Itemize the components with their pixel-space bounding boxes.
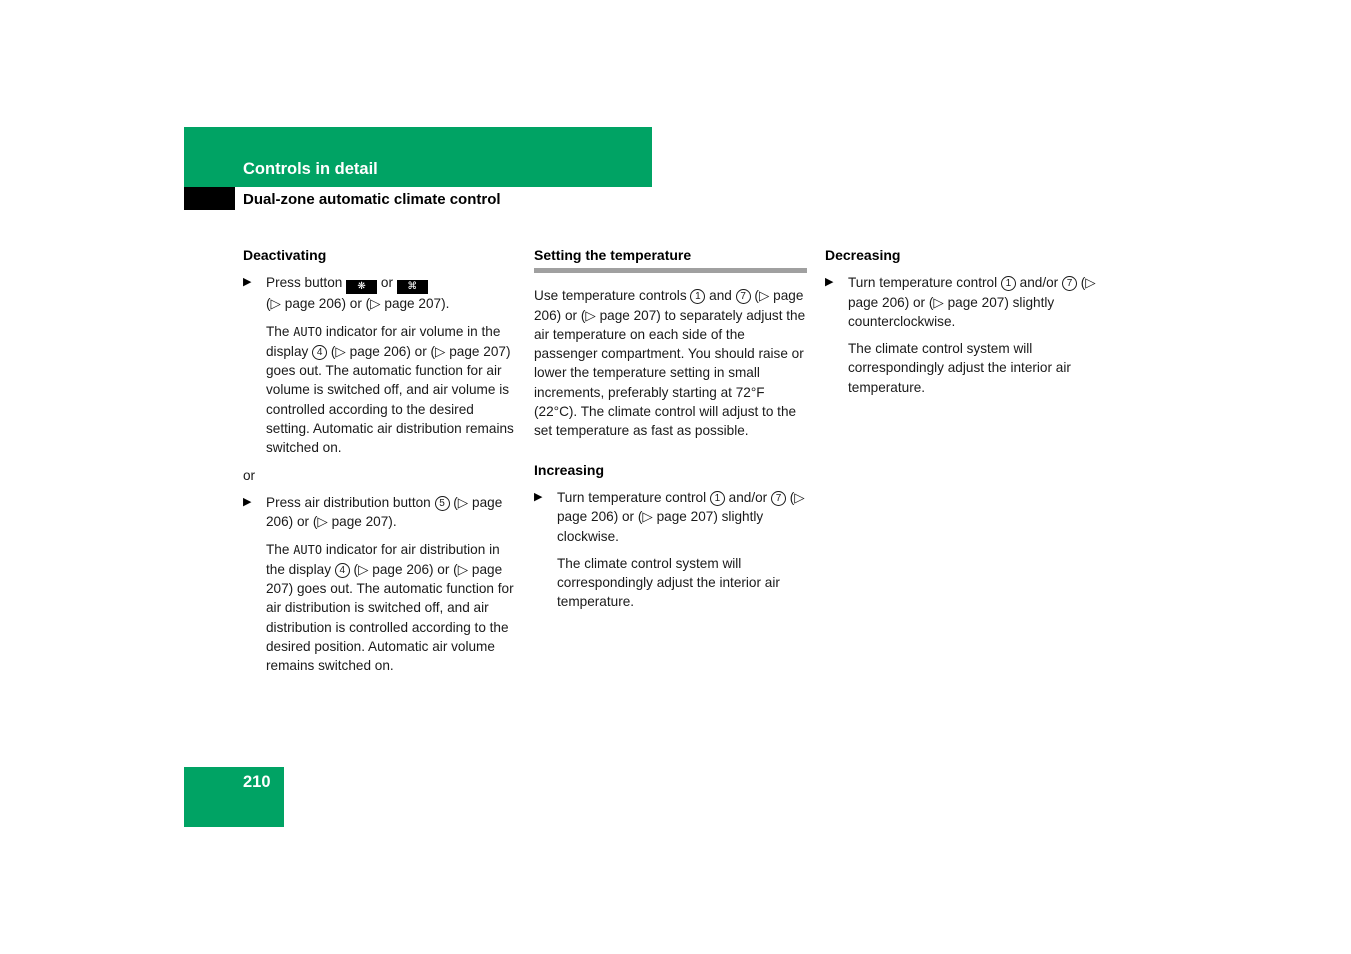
callout-number: 7: [736, 289, 751, 304]
callout-number: 7: [1062, 276, 1077, 291]
bullet-triangle-icon: ▶: [534, 490, 543, 503]
header-marker: [184, 187, 235, 210]
heading-decreasing: Decreasing: [825, 247, 901, 263]
bullet-triangle-icon: ▶: [243, 495, 252, 508]
bullet-triangle-icon: ▶: [825, 276, 834, 289]
description-air-distribution: The AUTO indicator for air distribution in the display 4 (▷ page 206) or (▷ page 207) goes out. The automatic function for air distribution is switched off, and air distribution is controlled according to the desired position. Automatic air volume remains switched on.: [266, 541, 514, 674]
column-deactivating: [243, 246, 519, 684]
callout-number: 4: [312, 345, 327, 360]
heading-setting-temperature: Setting the temperature: [534, 246, 807, 273]
page-number: 210: [243, 773, 271, 791]
or-separator: or: [243, 467, 256, 483]
description-air-volume: The AUTO indicator for air volume in the display 4 (▷ page 206) or (▷ page 207) goes out. The automatic function for air volume is switched off, and air volume is controlled according to the desired setting. Automatic air distribution remains switched on.: [266, 323, 514, 456]
step-increase: ▶ Turn temperature control 1 and/or 7 (▷ page 206) or (▷ page 207) slightly clockwise.: [534, 489, 805, 544]
step-air-distribution: ▶ Press air distribution button 5 (▷ page 206) or (▷ page 207).: [243, 494, 503, 530]
column-setting-temperature: [534, 246, 807, 620]
result-increase: The climate control system will correspondingly adjust the interior air temperature.: [557, 555, 780, 610]
result-decrease: The climate control system will correspondingly adjust the interior air temperature.: [848, 341, 1071, 395]
callout-number: 7: [771, 491, 786, 506]
step-decrease: ▶ Turn temperature control 1 and/or 7 (▷ page 206) or (▷ page 207) slightly counterclockwise.: [825, 275, 1096, 329]
callout-number: 5: [435, 496, 450, 511]
air-distribution-icon: ⌘: [397, 280, 428, 294]
section-title: Controls in detail: [243, 160, 378, 178]
callout-number: 4: [335, 563, 350, 578]
callout-number: 1: [710, 491, 725, 506]
bullet-triangle-icon: ▶: [243, 276, 252, 289]
intro-paragraph: Use temperature controls 1 and 7 (▷ page 206) or (▷ page 207) to separately adjust the air temperature on each side of the passenger compartment. You should raise or lower the temperature setting in small increments, preferably starting at 72°F (22°C). The climate control will adjust to the set temperature as fast as possible.: [534, 288, 806, 439]
column-decreasing: [825, 246, 1097, 405]
fan-icon: ❋: [346, 280, 377, 294]
callout-number: 1: [690, 289, 705, 304]
callout-number: 1: [1001, 276, 1016, 291]
heading-increasing: Increasing: [534, 461, 605, 478]
step-press-button: ▶ Press button ❋ or ⌘ (▷ page 206) or (▷ page 207).: [243, 275, 450, 312]
auto-indicator-label: AUTO: [293, 542, 323, 557]
heading-deactivating: Deactivating: [243, 247, 327, 263]
subsection-title: Dual-zone automatic climate control: [243, 191, 501, 208]
auto-indicator-label: AUTO: [293, 324, 323, 339]
